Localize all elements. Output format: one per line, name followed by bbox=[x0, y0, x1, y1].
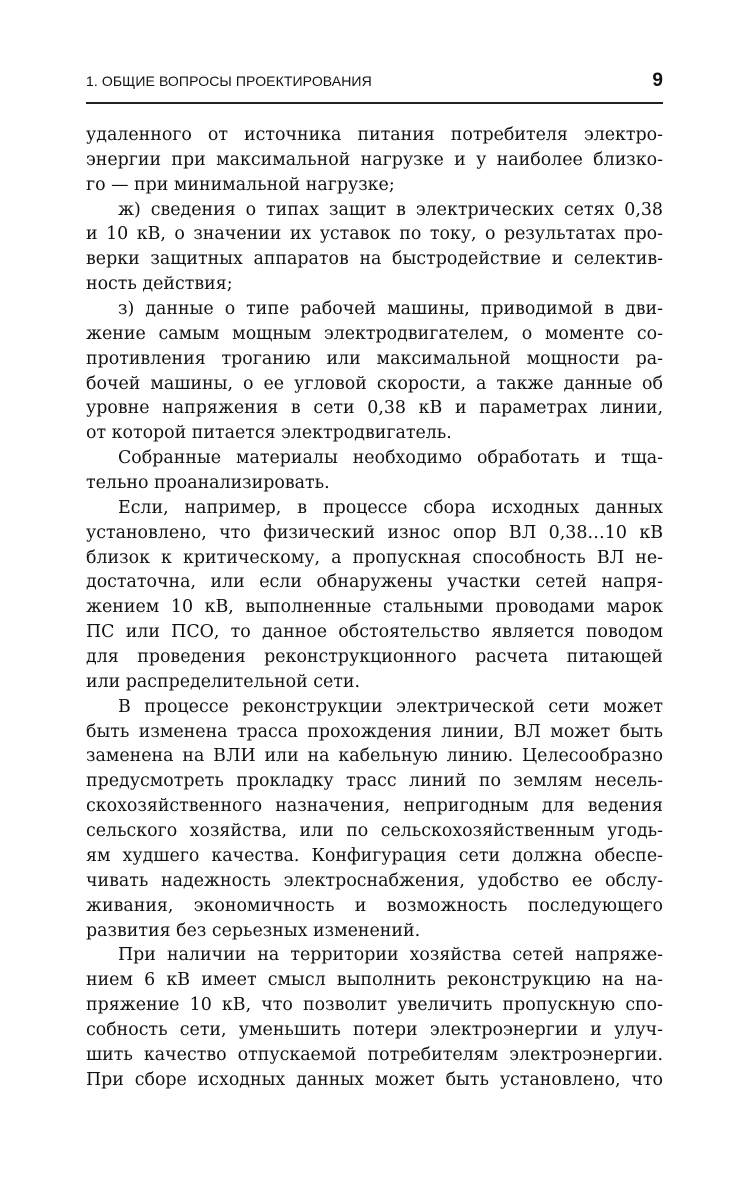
paragraph bbox=[86, 297, 663, 446]
text-line: или распределительной сети. bbox=[86, 671, 361, 692]
text-line: ность действия; bbox=[86, 274, 233, 295]
text-line: ж) сведения о типах защит в электрических сетях 0,38 bbox=[118, 199, 663, 220]
text-line: жение самым мощным электродвигателем, о моменте со- bbox=[86, 323, 663, 344]
text-line: чивать надежность электроснабжения, удобство ее обслу- bbox=[86, 870, 663, 891]
text-line: жением 10 кВ, выполненные стальными проводами марок bbox=[86, 597, 663, 618]
text-line: энергии при максимальной нагрузке и у наиболее близко- bbox=[86, 149, 663, 170]
text-line: шить качество отпускаемой потребителям электроэнергии. bbox=[86, 1044, 663, 1065]
text-line: быть изменена трасса прохождения линии, ВЛ может быть bbox=[86, 721, 663, 742]
text-line: При сборе исходных данных может быть установлено, что bbox=[86, 1069, 663, 1090]
text-line: бочей машины, о ее угловой скорости, а также данные об bbox=[86, 373, 663, 394]
text-line: з) данные о типе рабочей машины, приводимой в дви- bbox=[118, 299, 663, 320]
paragraph bbox=[86, 695, 663, 944]
paragraph bbox=[86, 198, 663, 297]
paragraph bbox=[86, 943, 663, 1092]
text-line: живания, экономичность и возможность последующего bbox=[86, 895, 663, 916]
text-line: При наличии на территории хозяйства сетей напряже- bbox=[118, 945, 663, 966]
text-line: заменена на ВЛИ или на кабельную линию. Целесообразно bbox=[86, 746, 663, 767]
text-line: установлено, что физический износ опор ВЛ 0,38…10 кВ bbox=[86, 522, 663, 543]
text-line: ям худшего качества. Конфигурация сети должна обеспе- bbox=[86, 845, 663, 866]
text-line: близок к критическому, а пропускная способность ВЛ не- bbox=[86, 547, 663, 568]
paragraph bbox=[86, 446, 663, 496]
text-line: ПС или ПСО, то данное обстоятельство является поводом bbox=[86, 622, 663, 643]
text-line: противления троганию или максимальной мощности ра- bbox=[86, 348, 663, 369]
text-line: нием 6 кВ имеет смысл выполнить реконструкцию на на- bbox=[86, 970, 663, 991]
text-line: тельно проанализировать. bbox=[86, 473, 330, 494]
page-number: 9 bbox=[652, 70, 663, 91]
text-line: предусмотреть прокладку трасс линий по землям несель- bbox=[86, 771, 663, 792]
text-line: развития без серьезных изменений. bbox=[86, 920, 421, 941]
text-line: для проведения реконструкционного расчета питающей bbox=[86, 647, 663, 668]
text-line: пряжение 10 кВ, что позволит увеличить пропускную спо- bbox=[86, 995, 663, 1016]
running-title: 1. ОБЩИЕ ВОПРОСЫ ПРОЕКТИРОВАНИЯ bbox=[86, 73, 372, 89]
text-line: верки защитных аппаратов на быстродействие и селектив- bbox=[86, 249, 663, 270]
body-text bbox=[86, 123, 663, 1093]
text-line: уровне напряжения в сети 0,38 кВ и параметрах линии, bbox=[86, 398, 663, 419]
paragraph bbox=[86, 123, 663, 198]
text-line: сельского хозяйства, или по сельскохозяйственным угодь- bbox=[86, 821, 663, 842]
text-line: го — при минимальной нагрузке; bbox=[86, 174, 395, 195]
text-line: достаточна, или если обнаружены участки сетей напря- bbox=[86, 572, 663, 593]
text-line: скохозяйственного назначения, непригодным для ведения bbox=[86, 796, 663, 817]
header-rule bbox=[86, 102, 663, 104]
text-line: удаленного от источника питания потребителя электро- bbox=[86, 125, 663, 145]
text-line: Собранные материалы необходимо обработать и тща- bbox=[118, 448, 663, 469]
text-line: от которой питается электродвигатель. bbox=[86, 423, 452, 444]
text-line: В процессе реконструкции электрической сети может bbox=[118, 696, 663, 717]
text-line: Если, например, в процессе сбора исходных данных bbox=[118, 497, 663, 518]
text-line: и 10 кВ, о значении их уставок по току, о результатах про- bbox=[86, 224, 663, 245]
paragraph bbox=[86, 496, 663, 695]
text-line: собность сети, уменьшить потери электроэнергии и улуч- bbox=[86, 1019, 663, 1040]
